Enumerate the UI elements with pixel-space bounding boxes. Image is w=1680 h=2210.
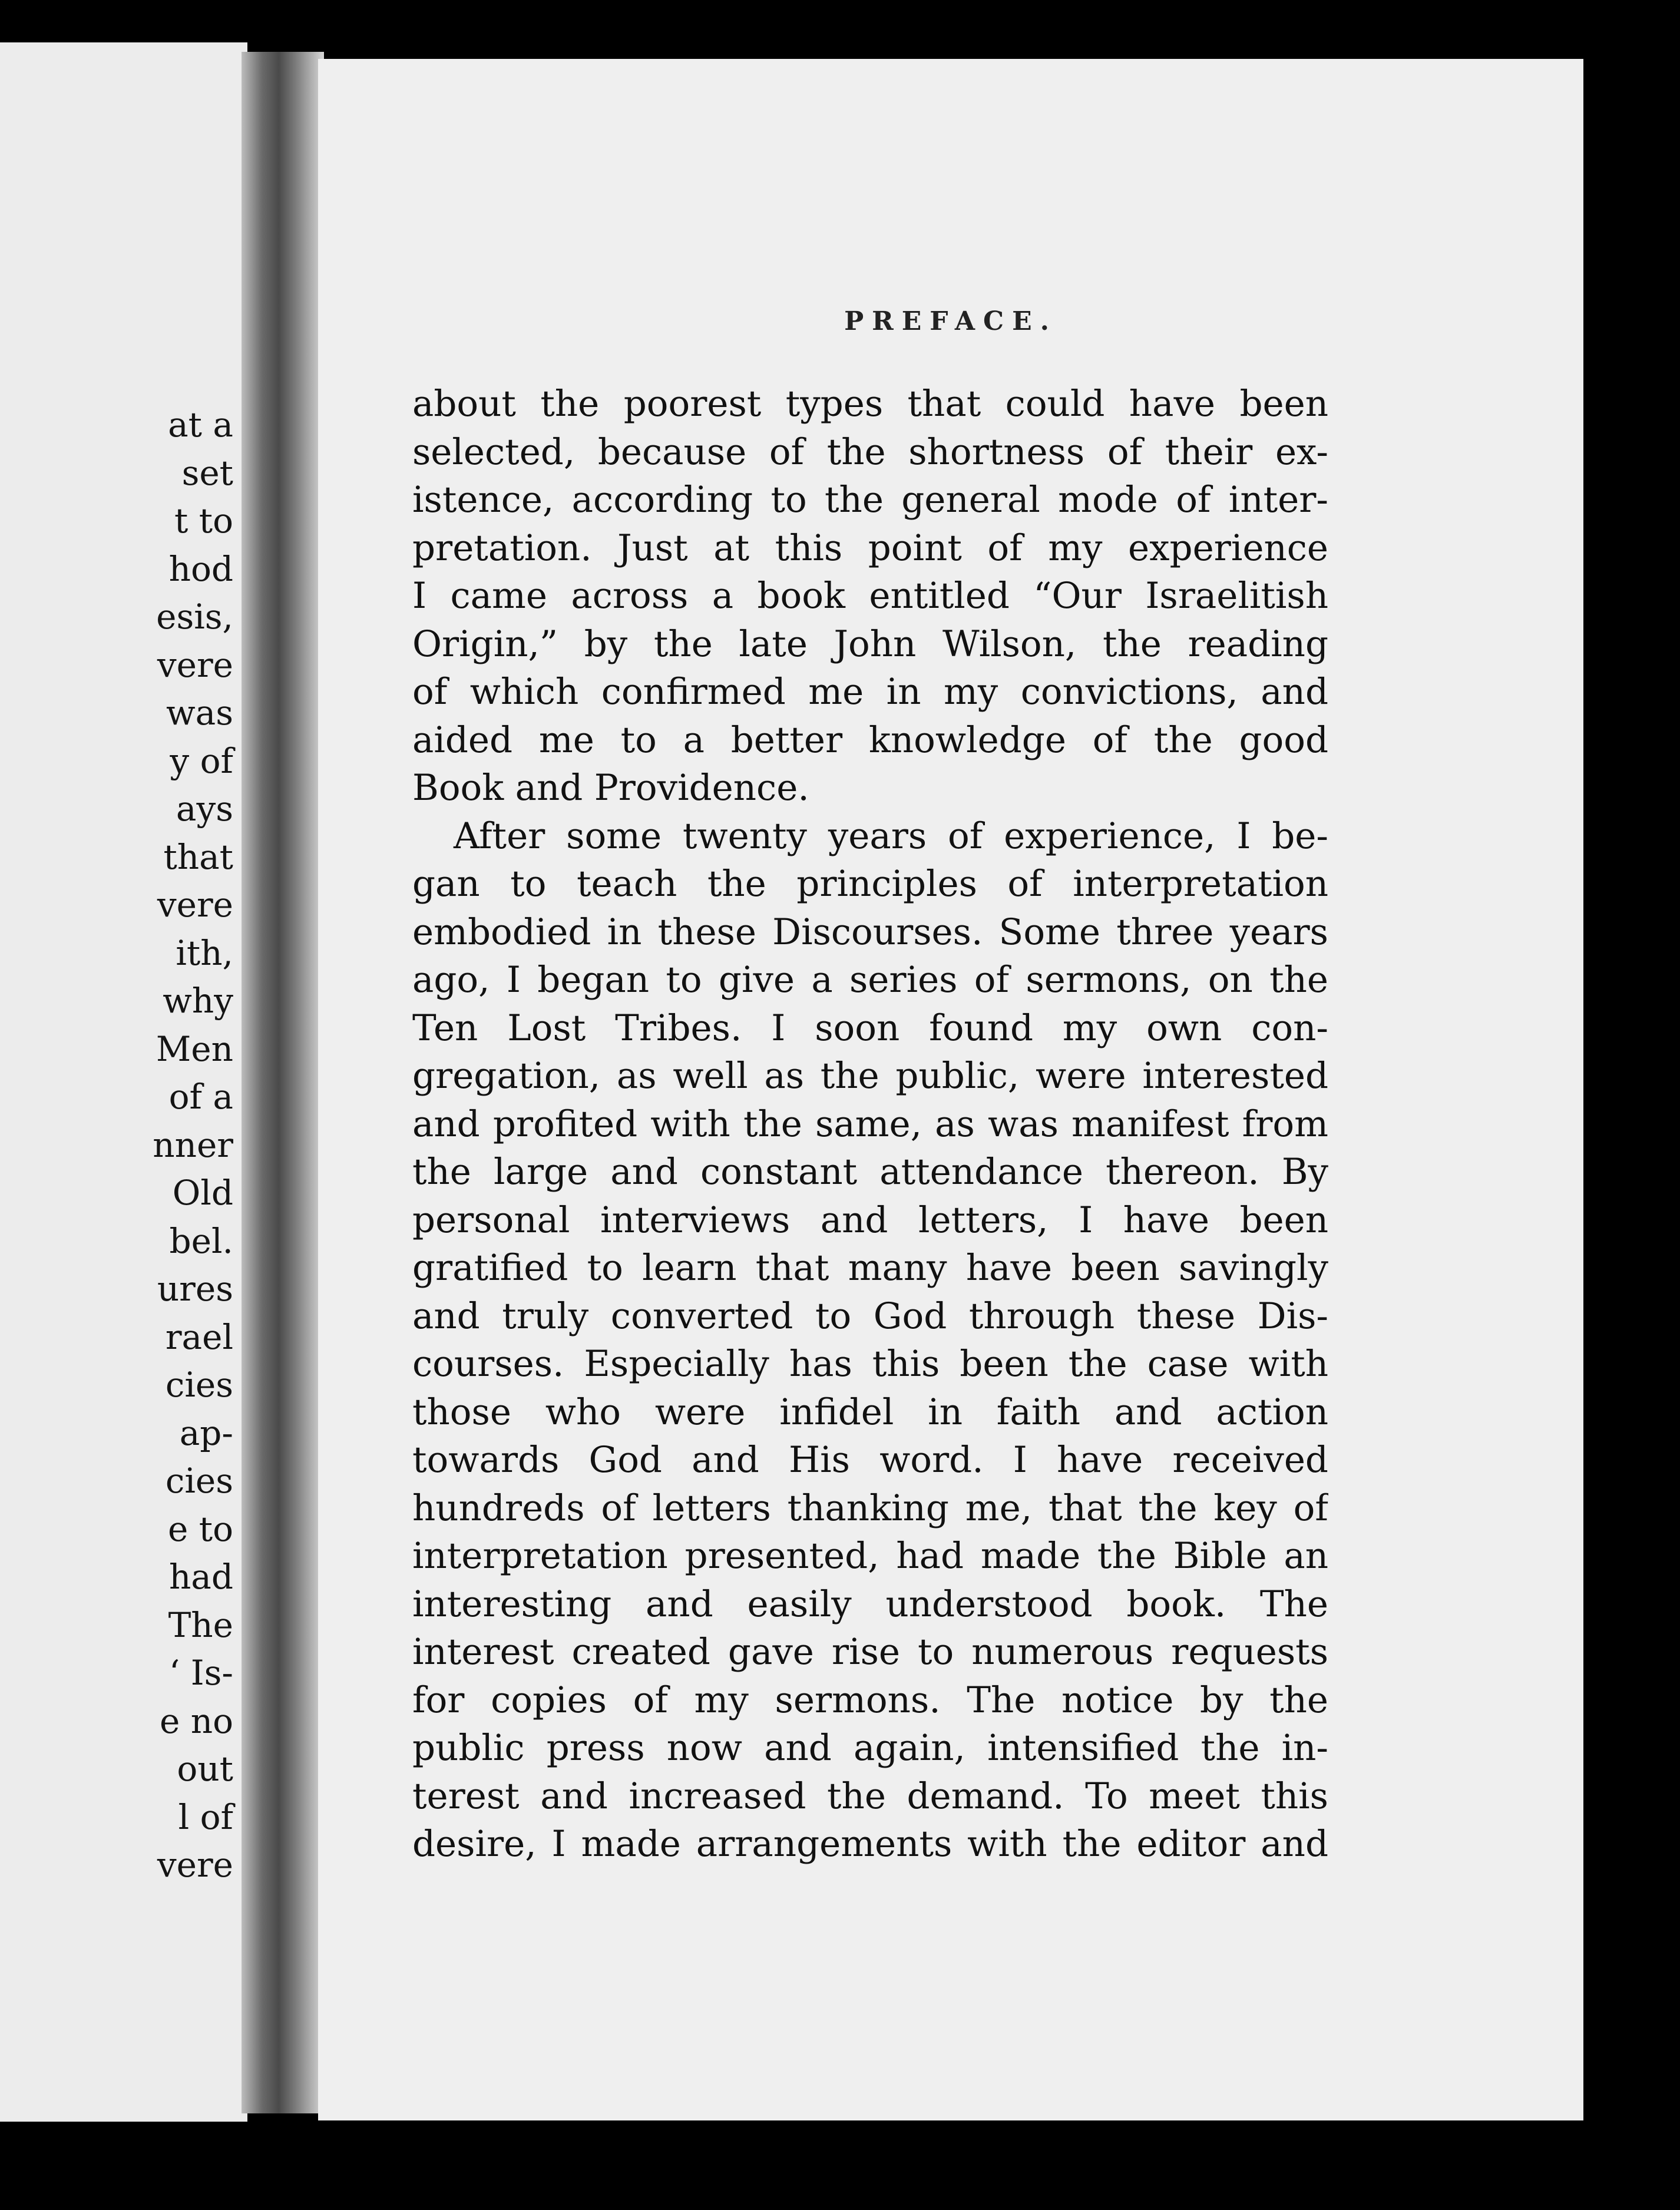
left-page-line-fragment: ‘ Is-	[168, 1653, 233, 1693]
left-page-line-fragment: t to	[174, 501, 233, 541]
left-page-line-fragment: cies	[165, 1461, 233, 1501]
text-line: istence, according to the general mode of inter-	[412, 479, 1328, 521]
text-line: public press now and again, intensified the in-	[412, 1727, 1328, 1769]
left-page-line-fragment: e no	[159, 1700, 233, 1741]
left-page-line-fragment: Old	[172, 1173, 233, 1213]
text-line: I came across a book entitled “Our Israelitish	[412, 575, 1328, 617]
text-line: pretation. Just at this point of my experience	[412, 527, 1328, 569]
body-text	[412, 380, 1328, 1868]
left-page-line-fragment: at a	[168, 405, 233, 445]
text-line: for copies of my sermons. The notice by the	[412, 1679, 1328, 1721]
text-line: gregation, as well as the public, were interested	[412, 1055, 1328, 1097]
text-line: Origin,” by the late John Wilson, the reading	[412, 623, 1328, 665]
left-page-line-fragment: Men	[156, 1028, 233, 1069]
text-line: about the poorest types that could have been	[412, 383, 1328, 425]
text-line: Ten Lost Tribes. I soon found my own con-	[412, 1007, 1328, 1049]
text-line: of which confirmed me in my convictions, and	[412, 671, 1328, 713]
paragraph-1	[412, 380, 1328, 812]
left-page-line-fragment: y of	[170, 740, 233, 781]
text-line: After some twenty years of experience, I be-	[454, 815, 1328, 857]
left-page-line-fragment: bel.	[169, 1220, 233, 1261]
left-page-line-fragment: nner	[153, 1124, 233, 1165]
left-page-line-fragment: The	[168, 1604, 233, 1645]
left-page-line-fragment: l of	[178, 1797, 233, 1837]
text-line: interpretation presented, had made the Bible an	[412, 1535, 1328, 1577]
left-page-line-fragment: ays	[176, 789, 233, 829]
text-line: embodied in these Discourses. Some three years	[412, 911, 1328, 953]
left-page-line-fragment: ures	[157, 1269, 233, 1309]
text-line: hundreds of letters thanking me, that the key of	[412, 1487, 1328, 1529]
left-page-line-fragment: why	[163, 981, 233, 1021]
left-page-line-fragment: vere	[157, 1845, 233, 1885]
left-page-line-fragment: ap-	[179, 1412, 233, 1453]
text-line: courses. Especially has this been the case with	[412, 1343, 1328, 1385]
left-page-line-fragment: hod	[168, 548, 233, 589]
left-page-line-fragment: rael	[165, 1316, 233, 1357]
text-line: personal interviews and letters, I have been	[412, 1199, 1328, 1241]
left-facing-page	[0, 42, 247, 2122]
left-page-line-fragment: was	[166, 693, 233, 733]
paragraph-2	[412, 812, 1328, 1868]
text-line: interesting and easily understood book. The	[412, 1583, 1328, 1625]
left-page-line-fragment: e to	[168, 1508, 233, 1549]
text-line: and truly converted to God through these Dis-	[412, 1295, 1328, 1337]
text-line: desire, I made arrangements with the editor and	[412, 1823, 1328, 1865]
left-page-line-fragment: vere	[157, 644, 233, 685]
text-line: ago, I began to give a series of sermons, on the	[412, 959, 1328, 1001]
text-line: gan to teach the principles of interpretation	[412, 863, 1328, 905]
text-line: terest and increased the demand. To meet this	[412, 1775, 1328, 1817]
text-line: gratified to learn that many have been savingly	[412, 1247, 1328, 1289]
text-line: towards God and His word. I have received	[412, 1439, 1328, 1481]
text-line: and profited with the same, as was manifest from	[412, 1103, 1328, 1145]
right-page	[318, 59, 1583, 2120]
text-line: Book and Providence.	[412, 767, 809, 809]
left-page-line-fragment: of a	[168, 1077, 233, 1117]
left-page-line-fragment: had	[168, 1557, 233, 1597]
left-page-line-fragment: cies	[165, 1365, 233, 1405]
left-page-line-fragment: out	[177, 1749, 233, 1789]
text-line: selected, because of the shortness of their ex-	[412, 431, 1328, 473]
left-page-line-fragment: esis,	[156, 597, 233, 637]
left-page-line-fragment: ith,	[176, 932, 233, 973]
text-line: interest created gave rise to numerous requests	[412, 1631, 1328, 1673]
text-line: the large and constant attendance thereon. By	[412, 1151, 1328, 1193]
left-page-line-fragment: that	[163, 836, 233, 877]
left-page-line-fragment: vere	[157, 885, 233, 925]
text-line: those who were infidel in faith and action	[412, 1391, 1328, 1433]
text-line: aided me to a better knowledge of the good	[412, 719, 1328, 761]
book-gutter	[242, 52, 324, 2113]
left-page-line-fragment: set	[181, 452, 233, 493]
running-head: PREFACE.	[844, 306, 1057, 336]
